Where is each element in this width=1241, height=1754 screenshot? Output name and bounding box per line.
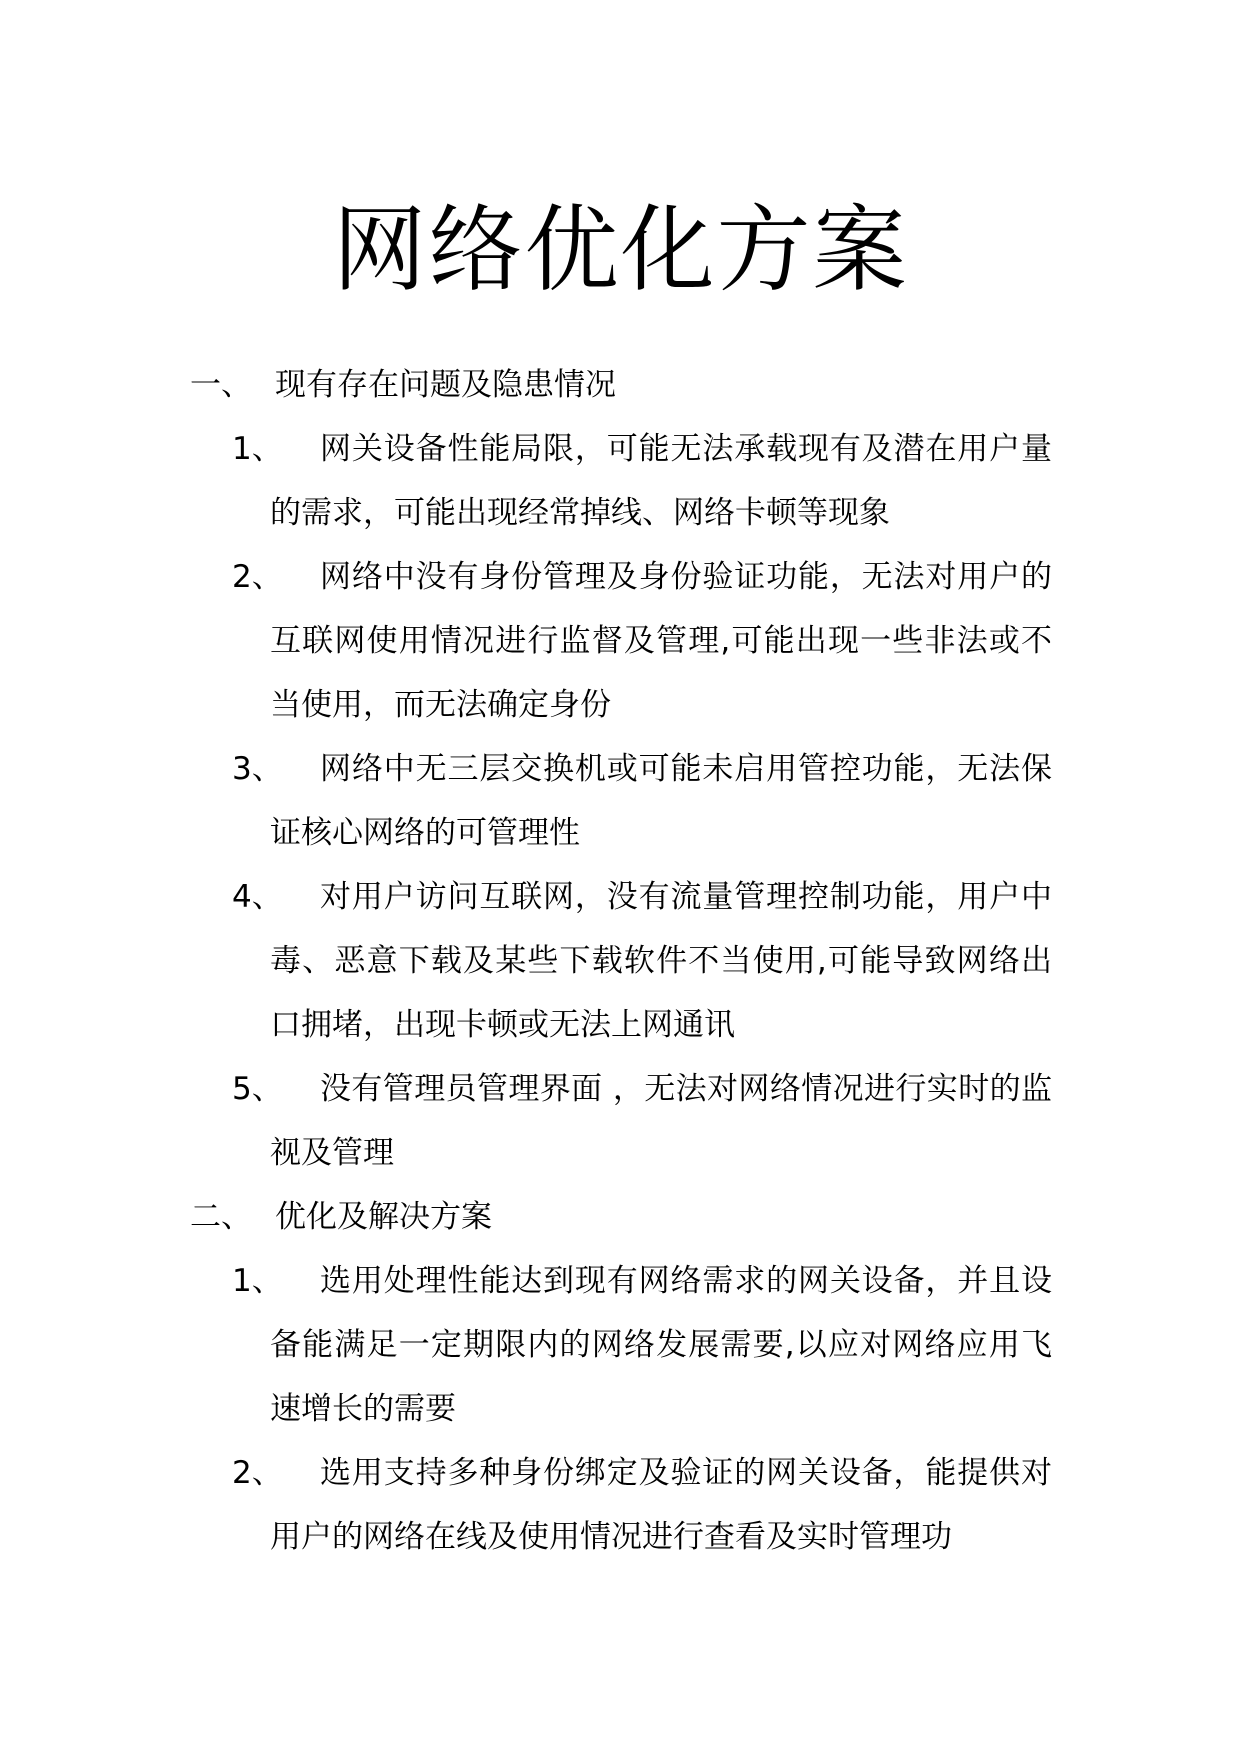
list-item [0,1441,1241,1569]
item-number: 5、 [232,1071,283,1107]
item-text: 没有管理员管理界面 ，无法对网络情况进行实时的监视及管理 [270,1071,1052,1171]
list-item [0,865,1241,1057]
document-title: 网络优化方案 [332,196,909,305]
section-title: 现有存在问题及隐患情况 [275,367,616,403]
list-item [0,737,1241,865]
item-text: 网络中无三层交换机或可能未启用管控功能，无法保证核心网络的可管理性 [270,751,1052,851]
section-number: 一、 [190,367,252,403]
list-item [0,545,1241,737]
section-heading-problems [0,353,1241,417]
item-number: 2、 [232,559,283,595]
item-number: 2、 [232,1455,283,1491]
item-text: 选用支持多种身份绑定及验证的网关设备，能提供对用户的网络在线及使用情况进行查看及实时管理功 [270,1455,1052,1555]
section-heading-solutions [0,1185,1241,1249]
list-item [0,1057,1241,1185]
item-number: 4、 [232,879,283,915]
item-text: 选用处理性能达到现有网络需求的网关设备，并且设备能满足一定期限内的网络发展需要,以应对网络应用飞速增长的需要 [270,1263,1052,1427]
item-number: 3、 [232,751,283,787]
item-text: 网关设备性能局限，可能无法承载现有及潜在用户量的需求，可能出现经常掉线、网络卡顿等现象 [270,431,1052,531]
list-item [0,1249,1241,1441]
section-title: 优化及解决方案 [275,1199,492,1235]
list-item [0,417,1241,545]
item-number: 1、 [232,1263,283,1299]
section-number: 二、 [190,1199,252,1235]
item-text: 对用户访问互联网，没有流量管理控制功能，用户中毒、恶意下载及某些下载软件不当使用,可能导致网络出口拥堵，出现卡顿或无法上网通讯 [270,879,1052,1043]
document-body [0,353,1241,1569]
item-number: 1、 [232,431,283,467]
item-text: 网络中没有身份管理及身份验证功能，无法对用户的互联网使用情况进行监督及管理,可能出现一些非法或不当使用，而无法确定身份 [270,559,1052,723]
